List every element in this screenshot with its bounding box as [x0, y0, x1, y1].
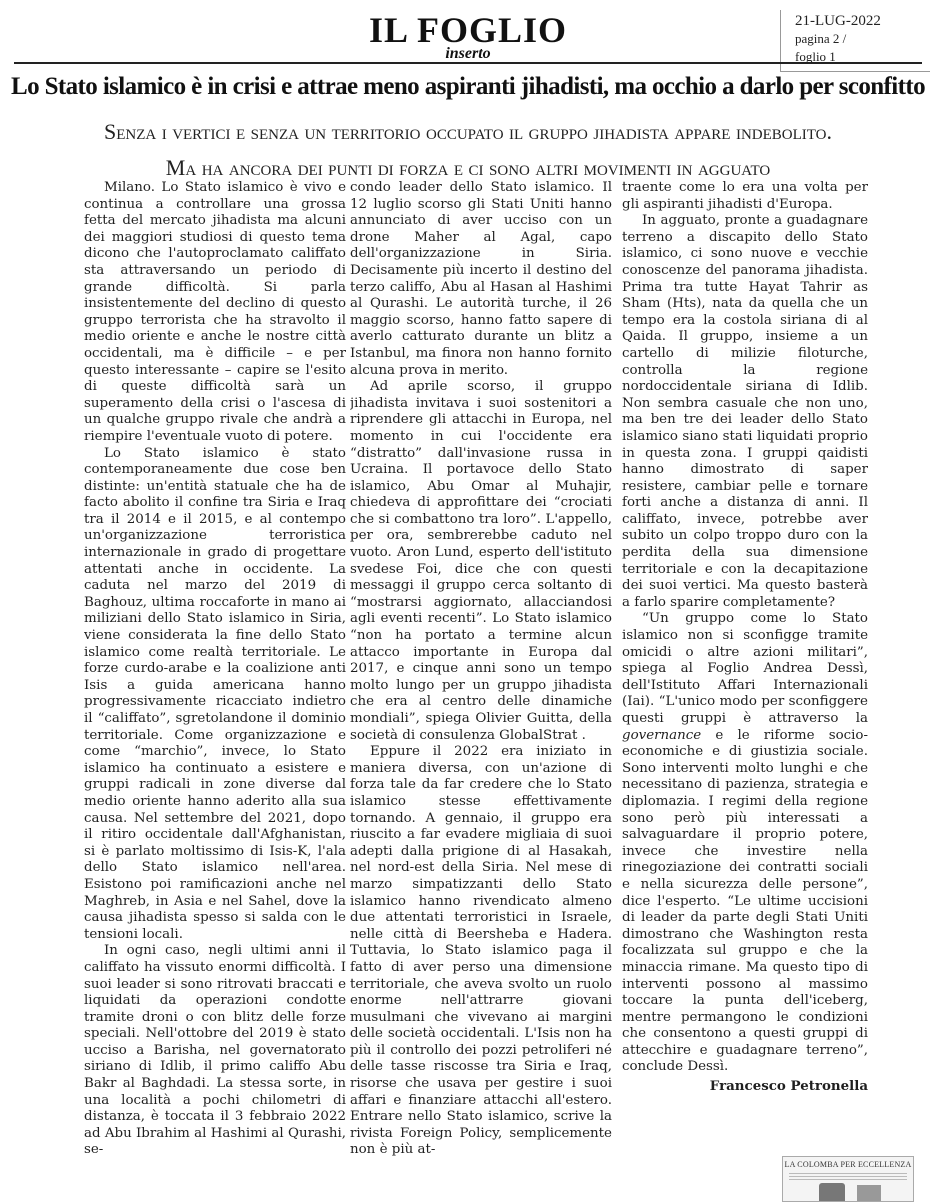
paragraph: In ogni caso, negli ultimi anni il califfato ha vissuto enormi difficoltà. I suoi leader si sono ritrovati braccati e liquidati da operazioni condotte tramite droni o con blitz delle forze speciali. Nell'ottobre del 2019 è stato ucciso a Barisha, nel governatorato siriano di Idlib, il primo califfo Abu Bakr al Baghdadi. La stessa sorte, in una località a pochi chilometri di distanza, è toccata il 3 febbraio 2022 ad Abu Ibrahim al Hashimi al Qurashi, se- — [84, 943, 346, 1158]
ad-title: LA COLOMBA PER ECCELLENZA — [784, 1160, 912, 1169]
paragraph: In agguato, pronte a guadagnare terreno a discapito dello Stato islamico, ci sono nuove e vecchie conoscenze del panorama jihadista. Prima tra tutte Hayat Tahrir as Sham (Hts), nata da quella che un tempo era la costola siriana di al Qaida. Il gruppo, insieme a un cartello di milizie filoturche, controlla la regione nordoccidentale siriana di Idlib. Non sembra casuale che non uno, ma ben tre dei leader dello Stato islamico siano stati liquidati proprio in questa zona. I gruppi qaidisti hanno dimostrato di saper resistere, cambiar pelle e tornare forti anche a distanza di anni. Il califfato, invece, potrebbe aver subito un colpo troppo duro con la perdita della sua dimensione territoriale e con la decapitazione dei suoi vertici. Ma questo basterà a farlo sparire completamente? — [622, 213, 868, 610]
article-column-3 — [622, 180, 868, 1200]
clipping-date: 21-LUG-2022 — [795, 13, 881, 29]
paragraph — [622, 611, 868, 1076]
page-number: pagina 2 / — [795, 31, 847, 46]
sheet-number: foglio 1 — [795, 49, 836, 64]
quote-text: e le riforme socio-economiche e di giustizia sociale. Sono interventi molto lunghi e che necessitano di pazienza, strategia e diplomazia. I regimi della regione sono però più interessati a salvaguardare il proprio potere, invece che investire nella rinegoziazione dei contratti sociali e nella sicurezza delle persone”, dice l'esperto. “Le ultime uccisioni di leader da parte degli Stati Uniti dimostrano che Washington resta focalizzata sul gruppo e che la minaccia rimane. Ma questo tipo di interventi possono al massimo toccare la punta dell'iceberg, mentre permangono le condizioni che consentono a questi gruppi di attecchire e guadagnare terreno”, conclude Dessì. — [622, 727, 868, 1075]
ad-text-lines — [789, 1173, 907, 1181]
advertisement-thumbnail — [782, 1156, 914, 1202]
paragraph: Ad aprile scorso, il gruppo jihadista invitava i suoi sostenitori a riprendere gli attacchi in Europa, nel momento in cui l'occidente era “distratto” dall'invasione russa in Ucraina. Il portavoce dello Stato islamico, Abu Omar al Muhajir, chiedeva di approfittare dei “crociati che si combattono tra loro”. L'appello, per ora, sembrerebbe caduto nel vuoto. Aron Lund, esperto dell'istituto svedese Foi, dice che con questi messaggi il gruppo cerca soltanto di “mostrarsi aggiornato, allacciandosi agli eventi recenti”. Lo Stato islamico “non ha portato a termine alcun attacco importante in Europa dal 2017, e cinque anni sono un tempo molto lungo per un gruppo jihadista che era al centro delle dinamiche mondiali”, spiega Olivier Guitta, della società di consulenza GlobalStrat . — [350, 379, 612, 743]
article-column-1 — [84, 180, 346, 1200]
header-rule — [14, 62, 922, 64]
paragraph: condo leader dello Stato islamico. Il 12 luglio scorso gli Stati Uniti hanno annunciato di aver ucciso con un drone Maher al Agal, capo dell'organizzazione in Siria. Decisamente più incerto il destino del terzo califfo, Abu al Hasan al Hashimi al Qurashi. Le autorità turche, il 26 maggio scorso, hanno fatto sapere di averlo catturato durante un blitz a Istanbul, ma finora non hanno fornito alcuna prova in merito. — [350, 180, 612, 378]
article-headline: Lo Stato islamico è in crisi e attrae meno aspiranti jihadisti, ma occhio a darlo per sconfitto — [11, 73, 925, 100]
article-subhead-line-2: Ma ha ancora dei punti di forza e ci sono altri movimenti in agguato — [165, 155, 771, 180]
author-byline: Francesco Petronella — [709, 1078, 868, 1095]
paragraph: traente come lo era una volta per gli aspiranti jihadisti d'Europa. — [622, 180, 868, 212]
paragraph: Eppure il 2022 era iniziato in maniera diversa, con un'azione di forza tale da far credere che lo Stato islamico stesse effettivamente tornando. A gennaio, il gruppo era riuscito a far evadere migliaia di suoi adepti dalla prigione di al Hasakah, nel nord-est della Siria. Nel mese di marzo simpatizzanti dello Stato islamico hanno rivendicato almeno due attentati terroristici in Israele, nelle città di Beersheba e Hadera. Tuttavia, lo Stato islamico paga il fatto di aver perso una dimensione territoriale, che aveva svolto un ruolo enorme nell'attrarre giovani musulmani che vivevano ai margini delle società occidentali. L'Isis non ha più il controllo dei pozzi petroliferi né delle tasse riscosse tra Siria e Iraq, risorse che usava per gestire i suoi affari e finanziare attacchi all'estero. Entrare nello Stato islamico, scrive la rivista Foreign Policy, semplicemente non è più at- — [350, 744, 612, 1158]
masthead: IL FOGLIO — [368, 10, 568, 50]
italic-term: governance — [622, 727, 702, 743]
article-subhead-line-1: Senza i vertici e senza un territorio occupato il gruppo jihadista appare indebolito. — [103, 119, 833, 144]
masthead-section: inserto — [445, 45, 491, 62]
ad-photo — [857, 1185, 881, 1201]
quote-text: “Un gruppo come lo Stato islamico non si sconfigge tramite omicidi o altre azioni militari”, spiega al Foglio Andrea Dessì, dell'Istituto Affari Internazionali (Iai). “L'unico modo per sconfiggere questi gruppi è attraverso la — [622, 611, 868, 726]
ad-photo — [819, 1183, 845, 1201]
paragraph: Milano. Lo Stato islamico è vivo e continua a controllare una grossa fetta del mercato jihadista ma alcuni dei maggiori studiosi di questo tema dicono che l'autoproclamato califfato sta attraversando un periodo di grande difficoltà. Si parla insistentemente del declino di questo gruppo terrorista che ha stravolto il medio oriente e anche le nostre città occidentali, ma è difficile – e per questo interessante – capire se l'esito di queste difficoltà sarà un superamento della crisi o l'ascesa di un qualche gruppo rivale che andrà a riempire l'eventuale vuoto di potere. — [84, 180, 346, 444]
paragraph: Lo Stato islamico è stato contemporaneamente due cose ben distinte: un'entità statuale che ha de facto abolito il confine tra Siria e Iraq tra il 2014 e il 2015, e al contempo un'organizzazione terroristica internazionale in grado di progettare attentati anche in occidente. La caduta nel marzo del 2019 di Baghouz, ultima roccaforte in mano ai miliziani dello Stato islamico in Siria, viene considerata la fine dello Stato islamico come realtà territoriale. Le forze curdo-arabe e la coalizione anti Isis a guida americana hanno progressivamente ricacciato indietro il “califfato”, sgretolandone il dominio territoriale. Come organizzazione e come “marchio”, invece, lo Stato islamico ha continuato a esistere e gruppi radicali in zone diverse dal medio oriente hanno aderito alla sua causa. Nel settembre del 2021, dopo il ritiro occidentale dall'Afghanistan, si è parlato moltissimo di Isis-K, l'ala dello Stato islamico nell'area. Esistono poi ramificazioni anche nel Maghreb, in Asia e nel Sahel, dove la causa jihadista spesso si salda con le tensioni locali. — [84, 445, 346, 942]
article-column-2 — [350, 180, 612, 1200]
